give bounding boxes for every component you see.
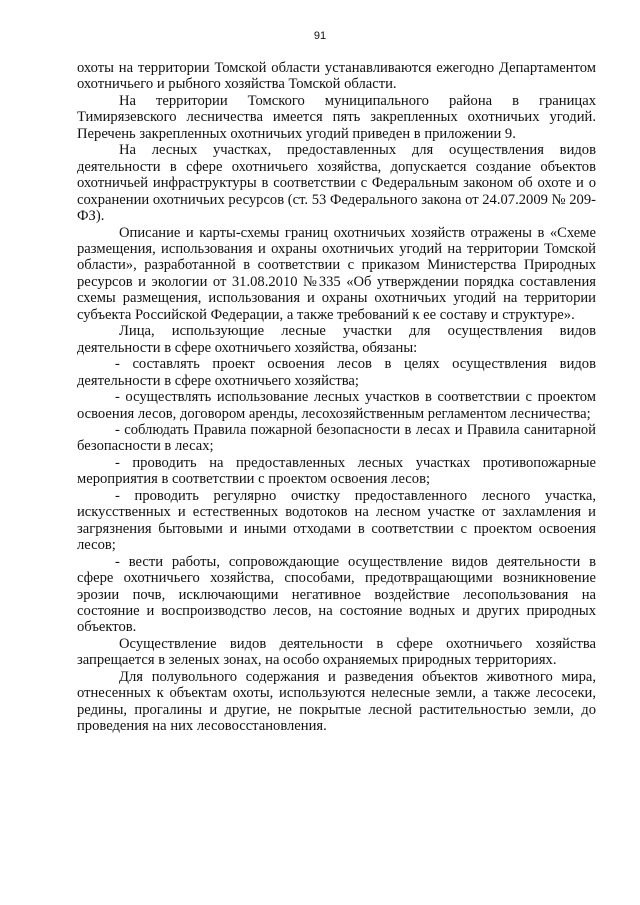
page-number: 91: [313, 30, 327, 42]
paragraph-obligations-intro: Лица, использующие лесные участки для осуществления видов деятельности в сфере охотничьего хозяйства, обязаны:: [77, 323, 596, 356]
list-item: - осуществлять использование лесных участков в соответствии с проектом освоения лесов, договором аренды, лесохозяйственным регламентом лесничества;: [77, 389, 596, 422]
list-item: - проводить на предоставленных лесных участках противопожарные мероприятия в соответствии с проектом освоения лесов;: [77, 454, 596, 488]
paragraph-hunting-grounds: На территории Томского муниципального района в границах Тимирязевского лесничества имеется пять закрепленных охотничьих угодий. Перечень закрепленных охотничьих угодий приведен в приложении 9.: [77, 92, 596, 142]
list-item: - составлять проект освоения лесов в целях осуществления видов деятельности в сфере охотничьего хозяйства;: [77, 356, 596, 389]
paragraph-prohibition: Осуществление видов деятельности в сфере охотничьего хозяйства запрещается в зеленых зонах, на особо охраняемых природных территориях.: [77, 635, 596, 669]
paragraph-continuation: охоты на территории Томской области устанавливаются ежегодно Департаментом охотничьего и рыбного хозяйства Томской области.: [77, 60, 596, 93]
list-item: - вести работы, сопровождающие осуществление видов деятельности в сфере охотничьего хозяйства, способами, предотвращающими возникновение эрозии почв, исключающими негативное воздействие лесопользования на состояние и воспроизводство лесов, на состояние водных и других природных объектов.: [77, 553, 596, 636]
paragraph-semi-free-keeping: Для полувольного содержания и разведения объектов животного мира, отнесенных к объектам охоты, используются нелесные земли, а также лесосеки, редины, прогалины и другие, не покрытые лесной растительностью земли, до проведения на них лесовосстановления.: [77, 668, 596, 735]
list-item: - соблюдать Правила пожарной безопасности в лесах и Правила санитарной безопасности в лесах;: [77, 421, 596, 455]
paragraph-scheme-description: Описание и карты-схемы границ охотничьих хозяйств отражены в «Схеме размещения, использования и охраны охотничьих угодий на территории Томской области», разработанной в соответствии с приказом Министерства Природных ресурсов и экологии от 31.08.2010 №335 «Об утверждении порядка составления схемы размещения, использования и охраны охотничьих угодий на территории субъекта Российской Федерации, а также требований к ее составу и структуре».: [77, 224, 596, 323]
list-item: - проводить регулярно очистку предоставленного лесного участка, искусственных и естественных водотоков на лесном участке от захламления и загрязнения бытовыми и иными отходами в соответствии с проектом освоения лесов;: [77, 487, 596, 554]
paragraph-infrastructure: На лесных участках, предоставленных для осуществления видов деятельности в сфере охотничьего хозяйства, допускается создание объектов охотничьей инфраструктуры в соответствии с Федеральным законом об охоте и о сохранении охотничьих ресурсов (ст. 53 Федерального закона от 24.07.2009 № 209-ФЗ).: [77, 142, 596, 225]
page-body: [77, 60, 596, 735]
